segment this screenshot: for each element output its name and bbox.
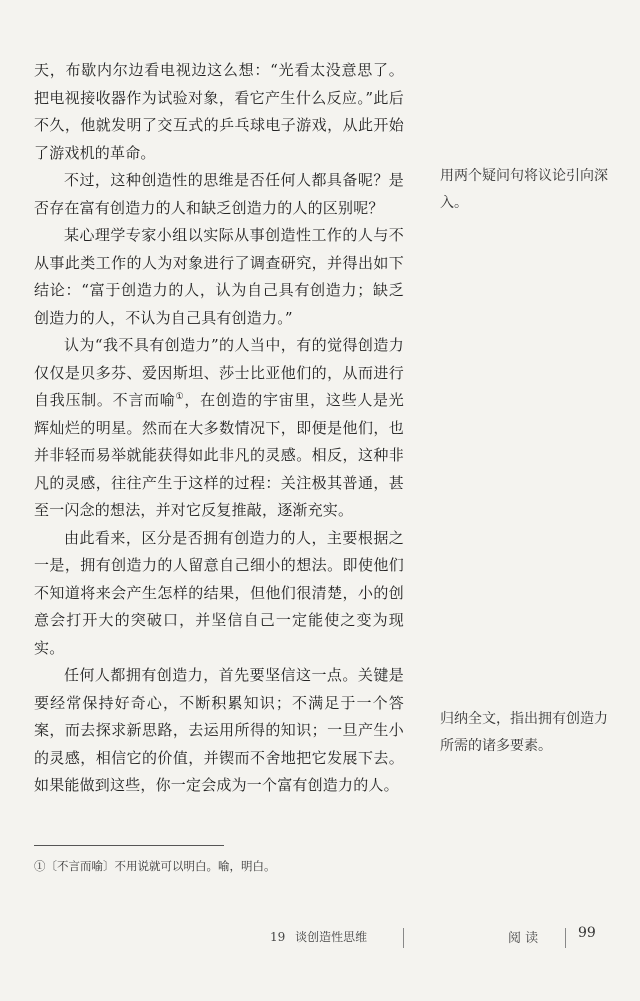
main-text (34, 57, 404, 800)
paragraph-4 (34, 332, 404, 525)
paragraph-1: 天，布歇内尔边看电视边这么想：“光看太没意思了。把电视接收器作为试验对象，看它产生什么反应。”此后不久，他就发明了交互式的乒乓球电子游戏，从此开始了游戏机的革命。 (34, 61, 404, 162)
footer-lesson (270, 928, 400, 945)
footer-divider-2 (565, 928, 566, 948)
footnote-reference[interactable]: ① (175, 392, 185, 402)
paragraph-6: 任何人都拥有创造力，首先要坚信这一点。关键是要经常保持好奇心，不断积累知识；不满足于一个答案，而去探求新思路，去运用所得的知识；一旦产生小的灵感，相信它的价值，并锲而不舍地把它发展下去。如果能做到这些，你一定会成为一个富有创造力的人。 (34, 666, 404, 794)
paragraph-4-part-b: ，在创造的宇宙里，这些人是光辉灿烂的明星。然而在大多数情况下，即便是他们，也并非轻而易举就能获得如此非凡的灵感。相反，这种非凡的灵感，往往产生于这样的过程：关注极其普通，甚至一闪念的想法，并对它反复推敲，逐渐充实。 (34, 391, 404, 519)
page-number: 99 (578, 925, 596, 941)
paragraph-3: 某心理学专家小组以实际从事创造性工作的人与不从事此类工作的人为对象进行了调查研究，并得出如下结论：“富于创造力的人，认为自己具有创造力；缺乏创造力的人，不认为自己具有创造力。” (34, 226, 404, 327)
footer-section: 阅 读 (508, 931, 539, 946)
margin-note-1: 用两个疑问句将议论引向深入。 (440, 168, 608, 211)
footnote: ①〔不言而喻〕不用说就可以明白。喻，明白。 (34, 859, 276, 873)
lesson-number: 19 (270, 930, 286, 944)
paragraph-4-part-a: 认为“我不具有创造力”的人当中，有的觉得创造力仅仅是贝多芬、爱因斯坦、莎士比亚他们的，从而进行自我压制。不言而喻 (34, 336, 404, 409)
footnote-divider (34, 845, 224, 846)
lesson-title: 谈创造性思维 (295, 930, 368, 944)
footer-divider-1 (403, 928, 404, 948)
paragraph-5: 由此看来，区分是否拥有创造力的人，主要根据之一是，拥有创造力的人留意自己细小的想法。即使他们不知道将来会产生怎样的结果，但他们很清楚，小的创意会打开大的突破口，并坚信自己一定能使之变为现实。 (34, 528, 404, 657)
paragraph-2: 不过，这种创造性的思维是否任何人都具备呢？是否存在富有创造力的人和缺乏创造力的人的区别呢？ (34, 171, 404, 217)
margin-note-2: 归纳全文，指出拥有创造力所需的诸多要素。 (440, 711, 608, 754)
